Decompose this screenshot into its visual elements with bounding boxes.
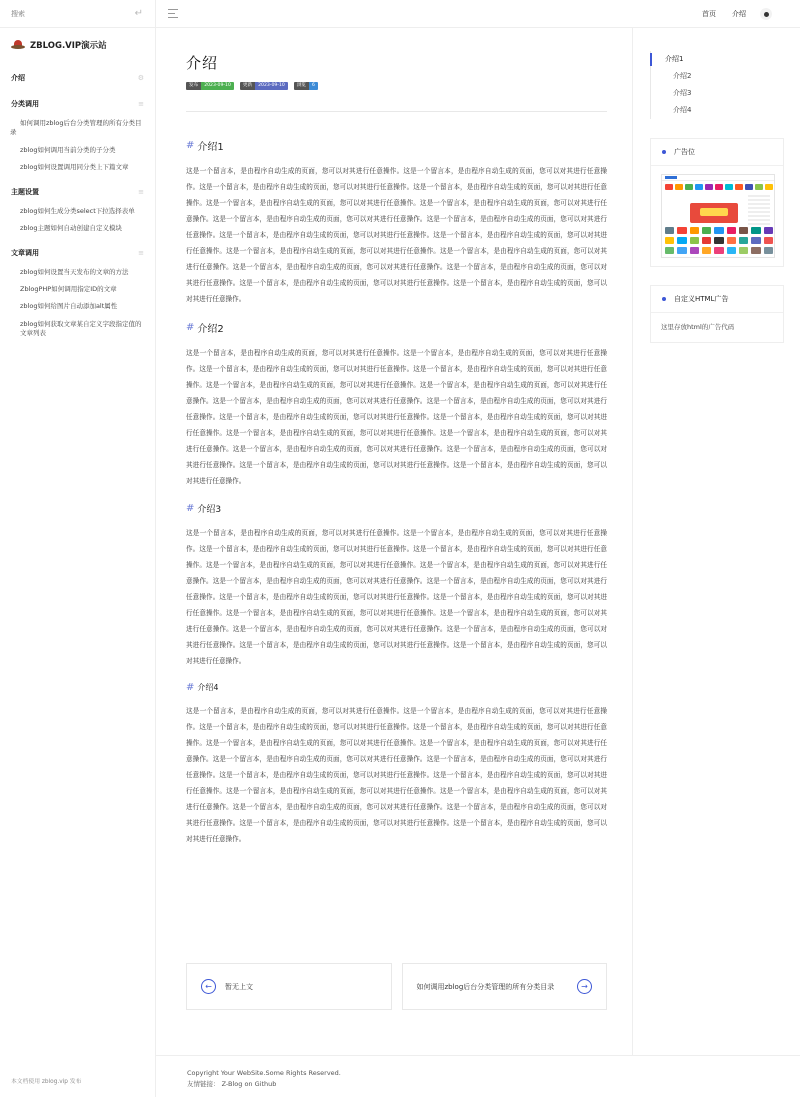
search-bar [0,0,155,28]
post-navigation [186,963,607,1010]
search-input[interactable] [11,10,101,18]
meta-views: 浏览 6 [294,82,318,90]
copyright-text: Copyright Your WebSite.Some Rights Reserved. [187,1069,341,1077]
settings-icon: ⚙ [137,74,144,82]
article [186,28,607,847]
top-nav [702,0,746,28]
next-post-label: 如何调用zblog后台分类管理的所有分类目录 [416,982,555,991]
site-logo[interactable] [0,29,155,61]
toc-item[interactable]: 介绍2 [673,72,692,80]
hamburger-icon[interactable] [168,9,178,18]
enter-icon[interactable]: ↵ [134,8,143,19]
sidebar-item[interactable]: zblog如何设置调用同分类上下篇文章 [20,163,129,172]
sidebar-item[interactable]: zblog如何调用当前分类的子分类 [20,145,116,154]
menu-icon: ≡ [138,100,144,108]
section-body-3: 这是一个留言本，是由程序自动生成的页面，您可以对其进行任意操作。这是一个留言本，是由程序自动生成的页面，您可以对其进行任意操作。这是一个留言本，是由程序自动生成的页面，您可以对其进行任意操作。这是一个留言本，是由程序自动生成的页面，您可以对其进行任意操作。这是一个留言本，是由程序自动生成的页面，您可以对其进行任意操作。这是一个留言本，是由程序自动生成的页面，您可以对其进行任意操作。这是一个留言本，是由程序自动生成的页面，您可以对其进行任意操作。这是一个留言本，是由程序自动生成的页面，您可以对其进行任意操作。这是一个留言本，是由程序自动生成的页面，您可以对其进行任意操作。这是一个留言本，是由程序自动生成的页面，您可以对其进行任意操作。这是一个留言本，是由程序自动生成的页面，您可以对其进行任意操作。这是一个留言本，是由程序自动生成的页面，您可以对其进行任意操作。这是一个留言本，是由程序自动生成的页面，您可以对其进行任意操作。这是一个留言本，是由程序自动生成的页面，您可以对其进行任意操作。这是一个留言本，是由程序自动生成的页面，您可以对其进行任意操作。这是一个留言本，是由程序自动生成的页面，您可以对其进行任意操作。 [186,529,607,665]
sidebar-nav [0,67,155,343]
moon-icon [764,12,769,17]
prev-post-label: 暂无上文 [225,982,253,991]
sidebar-item[interactable]: zblog如何生成分类select下拉选择表单 [20,206,135,215]
widget-title: 广告位 [651,139,783,166]
page-footer [156,1055,800,1097]
article-meta [186,82,607,90]
nav-group-category [0,93,155,177]
hash-link-icon[interactable]: # [186,140,195,151]
sidebar-footer: 本文档使用 zblog.vip 发布 [11,1079,82,1085]
nav-intro-link[interactable]: 介绍 [732,10,746,18]
right-sidebar [634,28,800,1055]
site-name: ZBLOG.VIP演示站 [30,41,107,51]
hash-link-icon[interactable]: # [186,322,195,333]
section-heading-2: # 介绍2 [186,322,224,335]
divider [186,111,607,112]
section-body-4: 这是一个留言本，是由程序自动生成的页面，您可以对其进行任意操作。这是一个留言本，是由程序自动生成的页面，您可以对其进行任意操作。这是一个留言本，是由程序自动生成的页面，您可以对其进行任意操作。这是一个留言本，是由程序自动生成的页面，您可以对其进行任意操作。这是一个留言本，是由程序自动生成的页面，您可以对其进行任意操作。这是一个留言本，是由程序自动生成的页面，您可以对其进行任意操作。这是一个留言本，是由程序自动生成的页面，您可以对其进行任意操作。这是一个留言本，是由程序自动生成的页面，您可以对其进行任意操作。这是一个留言本，是由程序自动生成的页面，您可以对其进行任意操作。这是一个留言本，是由程序自动生成的页面，您可以对其进行任意操作。这是一个留言本，是由程序自动生成的页面，您可以对其进行任意操作。这是一个留言本，是由程序自动生成的页面，您可以对其进行任意操作。这是一个留言本，是由程序自动生成的页面，您可以对其进行任意操作。这是一个留言本，是由程序自动生成的页面，您可以对其进行任意操作。这是一个留言本，是由程序自动生成的页面，您可以对其进行任意操作。这是一个留言本，是由程序自动生成的页面，您可以对其进行任意操作。 [186,707,607,843]
toc-item[interactable]: 介绍3 [673,89,692,97]
nav-group-theme [0,181,155,238]
nav-head-theme[interactable] [0,181,155,203]
meta-updated: 更新 2023-09-10 [240,82,288,90]
hat-icon [11,40,25,50]
toc-item[interactable]: 介绍4 [673,106,692,114]
nav-head-category[interactable] [0,93,155,115]
widget-body [651,166,783,266]
arrow-left-icon: ← [201,979,216,994]
nav-head-article[interactable] [0,242,155,264]
section-body-1: 这是一个留言本，是由程序自动生成的页面，您可以对其进行任意操作。这是一个留言本，是由程序自动生成的页面，您可以对其进行任意操作。这是一个留言本，是由程序自动生成的页面，您可以对其进行任意操作。这是一个留言本，是由程序自动生成的页面，您可以对其进行任意操作。这是一个留言本，是由程序自动生成的页面，您可以对其进行任意操作。这是一个留言本，是由程序自动生成的页面，您可以对其进行任意操作。这是一个留言本，是由程序自动生成的页面，您可以对其进行任意操作。这是一个留言本，是由程序自动生成的页面，您可以对其进行任意操作。这是一个留言本，是由程序自动生成的页面，您可以对其进行任意操作。这是一个留言本，是由程序自动生成的页面，您可以对其进行任意操作。这是一个留言本，是由程序自动生成的页面，您可以对其进行任意操作。这是一个留言本，是由程序自动生成的页面，您可以对其进行任意操作。这是一个留言本，是由程序自动生成的页面，您可以对其进行任意操作。这是一个留言本，是由程序自动生成的页面，您可以对其进行任意操作。这是一个留言本，是由程序自动生成的页面，您可以对其进行任意操作。这是一个留言本，是由程序自动生成的页面，您可以对其进行任意操作。 [186,167,607,303]
table-of-contents [650,51,691,119]
nav-head-label: 主题设置 [11,187,39,196]
toc-item[interactable]: 介绍1 [651,51,691,68]
main-content [156,28,633,1055]
nav-group-intro [0,67,155,89]
nav-head-label: 文章调用 [11,248,39,257]
bullet-icon [662,297,666,301]
nav-head-label: 分类调用 [11,100,39,108]
section-body-2: 这是一个留言本，是由程序自动生成的页面，您可以对其进行任意操作。这是一个留言本，是由程序自动生成的页面，您可以对其进行任意操作。这是一个留言本，是由程序自动生成的页面，您可以对其进行任意操作。这是一个留言本，是由程序自动生成的页面，您可以对其进行任意操作。这是一个留言本，是由程序自动生成的页面，您可以对其进行任意操作。这是一个留言本，是由程序自动生成的页面，您可以对其进行任意操作。这是一个留言本，是由程序自动生成的页面，您可以对其进行任意操作。这是一个留言本，是由程序自动生成的页面，您可以对其进行任意操作。这是一个留言本，是由程序自动生成的页面，您可以对其进行任意操作。这是一个留言本，是由程序自动生成的页面，您可以对其进行任意操作。这是一个留言本，是由程序自动生成的页面，您可以对其进行任意操作。这是一个留言本，是由程序自动生成的页面，您可以对其进行任意操作。这是一个留言本，是由程序自动生成的页面，您可以对其进行任意操作。这是一个留言本，是由程序自动生成的页面，您可以对其进行任意操作。这是一个留言本，是由程序自动生成的页面，您可以对其进行任意操作。这是一个留言本，是由程序自动生成的页面，您可以对其进行任意操作。 [186,349,607,485]
section-heading-1: # 介绍1 [186,140,224,153]
ad-image[interactable] [661,174,775,258]
menu-icon: ≡ [138,248,144,257]
page-title: 介绍 [186,54,219,72]
topbar [156,0,800,28]
theme-toggle-button[interactable] [760,8,772,20]
widget-text: 这里存放html的广告代码 [661,323,735,331]
widget-title: 自定义HTML广告 [651,286,783,313]
arrow-right-icon: → [577,979,592,994]
bullet-icon [662,150,666,154]
prev-post-button[interactable] [186,963,392,1010]
sidebar-item[interactable]: zblog如何设置当天发布的文章的方法 [20,267,129,276]
html-ad-widget [650,285,784,343]
hash-link-icon[interactable]: # [186,503,195,514]
sidebar-item[interactable]: ZblogPHP如何调用指定ID的文章 [20,284,117,293]
next-post-button[interactable] [402,963,608,1010]
nav-home-link[interactable]: 首页 [702,10,716,18]
menu-icon: ≡ [138,187,144,196]
sidebar-item[interactable]: zblog如何给图片自动添加alt属性 [20,302,118,311]
nav-head-label: 介绍 [11,74,25,82]
hash-link-icon[interactable]: # [186,682,195,693]
friend-links[interactable]: 友情链接： Z-Blog on Github [187,1080,277,1088]
meta-published: 发布 2023-09-10 [186,82,234,90]
ad-widget [650,138,784,267]
sidebar-item[interactable]: zblog如何获取文章某自定义字段指定值的文章列表 [20,319,142,338]
section-heading-4: # 介绍4 [186,682,219,693]
nav-head-intro[interactable] [0,67,155,89]
sidebar-item[interactable]: zblog主题如何自动创建自定义模块 [20,224,122,233]
section-heading-3: # 介绍3 [186,503,222,515]
nav-group-article [0,242,155,343]
sidebar-item[interactable]: 如何调用zblog后台分类管理的所有分类目录 [10,119,142,137]
sidebar [0,0,156,1097]
